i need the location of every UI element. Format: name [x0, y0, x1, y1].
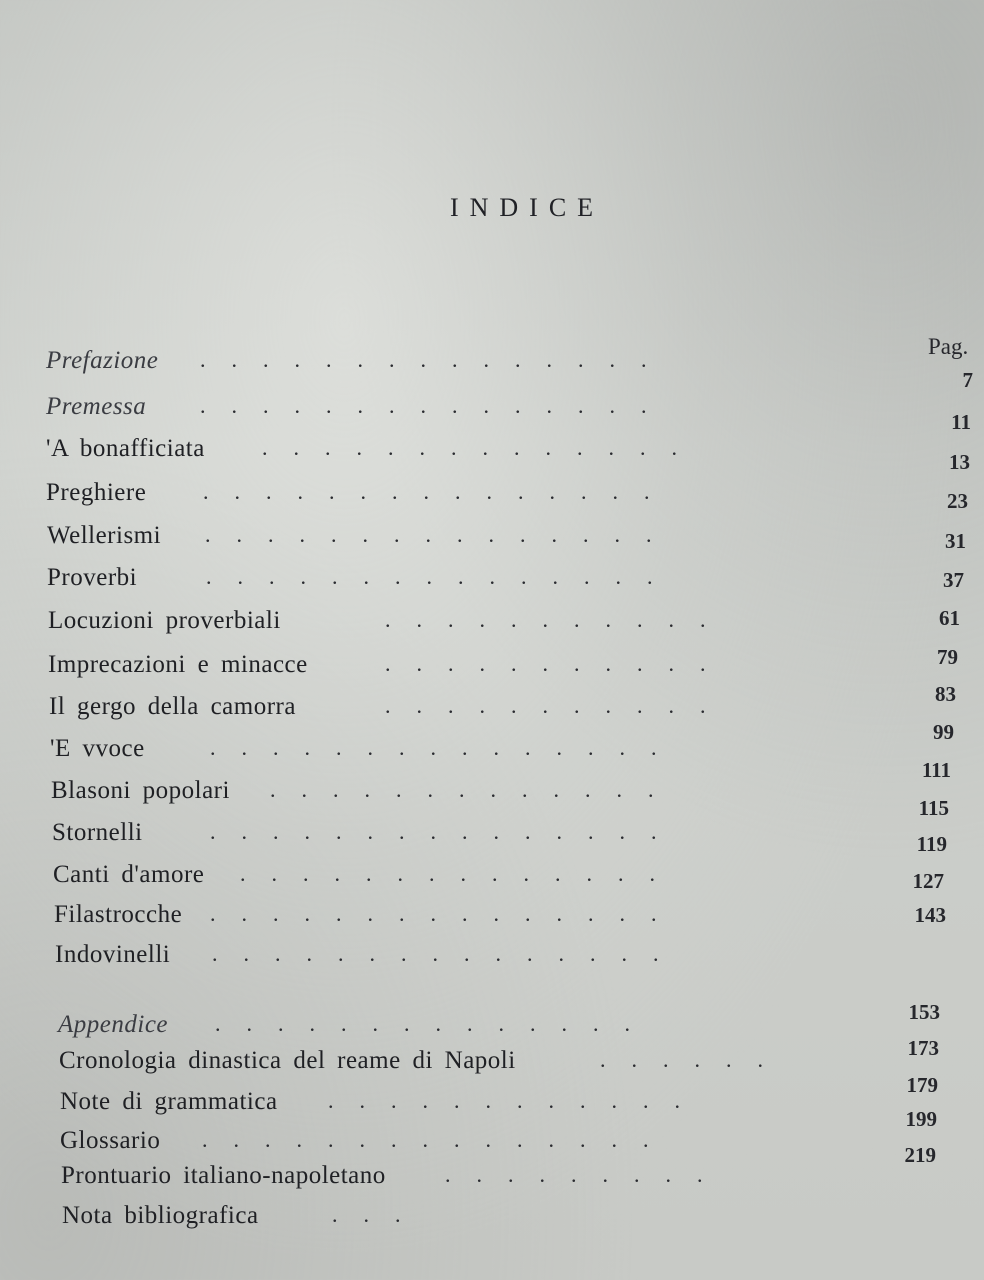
- toc-entry-title: Il gergo della camorra: [49, 693, 296, 720]
- toc-entry-title: Appendice: [58, 1011, 169, 1038]
- toc-entry-title: Filastrocche: [54, 901, 183, 928]
- toc-leader-dots: ...............: [210, 735, 683, 760]
- toc-entry-page: 61: [939, 606, 960, 630]
- toc-page-row: [0, 903, 984, 943]
- toc-leader-dots: ...: [332, 1202, 427, 1227]
- toc-leader-dots: ...............: [206, 564, 679, 589]
- toc-entry-page: 31: [945, 529, 966, 553]
- toc-leader-dots: ...............: [202, 1127, 675, 1152]
- toc-leader-dots: ............: [328, 1088, 706, 1113]
- toc-entry-title: Blasoni popolari: [51, 777, 230, 804]
- toc-leader-dots: ...........: [385, 693, 732, 718]
- toc-entry-title: Locuzioni proverbiali: [48, 607, 281, 634]
- toc-entry-title: Proverbi: [47, 564, 138, 591]
- toc-page-row: [0, 1036, 984, 1076]
- toc-leader-dots: ...............: [212, 941, 685, 966]
- toc-leader-dots: .............: [270, 777, 680, 802]
- index-title: INDICE: [449, 193, 605, 222]
- toc-page-row: [0, 682, 984, 722]
- toc-entry-page: 173: [907, 1036, 939, 1060]
- toc-entry-page: 199: [905, 1107, 937, 1131]
- toc-entry-title: Preghiere: [46, 479, 147, 506]
- toc-entry-title: Imprecazioni e minacce: [48, 651, 308, 678]
- toc-entry-title: Indovinelli: [55, 941, 171, 968]
- toc-leader-dots: ...............: [200, 347, 673, 372]
- toc-leader-dots: ...........: [385, 607, 732, 632]
- toc-entry-indovinelli: [0, 941, 984, 981]
- toc-entry-page: 119: [916, 832, 947, 856]
- toc-entry-page: 13: [949, 450, 970, 474]
- toc-entry-page: 83: [935, 682, 956, 706]
- toc-entry-title: 'A bonafficiata: [46, 435, 205, 462]
- toc-entry-page: 11: [951, 410, 971, 434]
- toc-entry-title: 'E vvoce: [50, 735, 145, 762]
- toc-leader-dots: ...............: [203, 479, 676, 504]
- toc-leader-dots: ..............: [262, 435, 703, 460]
- toc-page-row: [0, 832, 984, 872]
- toc-entry-page: 153: [908, 1000, 940, 1024]
- toc-entry-title: Wellerismi: [47, 522, 162, 549]
- toc-leader-dots: ...............: [210, 901, 683, 926]
- toc-entry-page: 79: [937, 645, 958, 669]
- toc-page-row: [0, 796, 984, 836]
- toc-entry-nota-bibliografica: [0, 1202, 984, 1242]
- toc-page-row: [0, 1107, 984, 1147]
- toc-page-row: [0, 720, 984, 760]
- toc-page-row: [0, 568, 984, 608]
- toc-page-row: [0, 529, 984, 569]
- toc-leader-dots: .........: [445, 1162, 729, 1187]
- toc-entry-title: Stornelli: [52, 819, 143, 846]
- toc-entry-title: Glossario: [60, 1127, 161, 1154]
- toc-entry-title: Note di grammatica: [60, 1088, 278, 1115]
- toc-page-row: [0, 1000, 984, 1040]
- toc-entry-page: 143: [914, 903, 946, 927]
- toc-page-row: [0, 1143, 984, 1183]
- toc-entry-page: 7: [962, 368, 973, 392]
- toc-entry-title: Cronologia dinastica del reame di Napoli: [59, 1047, 516, 1074]
- toc-leader-dots: ...............: [200, 393, 673, 418]
- toc-entry-page: 115: [918, 796, 949, 820]
- toc-page-row: [0, 606, 984, 646]
- toc-leader-dots: ...............: [205, 522, 678, 547]
- toc-leader-dots: ......: [600, 1047, 789, 1072]
- toc-entry-title: Premessa: [46, 393, 147, 420]
- toc-entry-page: 127: [912, 869, 944, 893]
- toc-leader-dots: ...........: [385, 651, 732, 676]
- toc-entry-page: 219: [904, 1143, 936, 1167]
- toc-entry-page: 179: [906, 1073, 938, 1097]
- toc-entry-title: Canti d'amore: [53, 861, 205, 888]
- toc-leader-dots: ..............: [215, 1011, 656, 1036]
- toc-entry-title: Prontuario italiano-napoletano: [61, 1162, 386, 1189]
- toc-page-row: [0, 645, 984, 685]
- toc-page-row: [0, 758, 984, 798]
- toc-entry-title: Nota bibliografica: [62, 1202, 259, 1229]
- toc-entry-page: 23: [947, 489, 968, 513]
- toc-entry-page: 99: [933, 720, 954, 744]
- toc-leader-dots: ...............: [210, 819, 683, 844]
- page-column-label: Pag.: [928, 334, 969, 359]
- toc-entry-page: 111: [921, 758, 951, 782]
- toc-entry-title: Prefazione: [46, 347, 159, 374]
- toc-leader-dots: ..............: [240, 861, 681, 886]
- toc-entry-page: 37: [943, 568, 964, 592]
